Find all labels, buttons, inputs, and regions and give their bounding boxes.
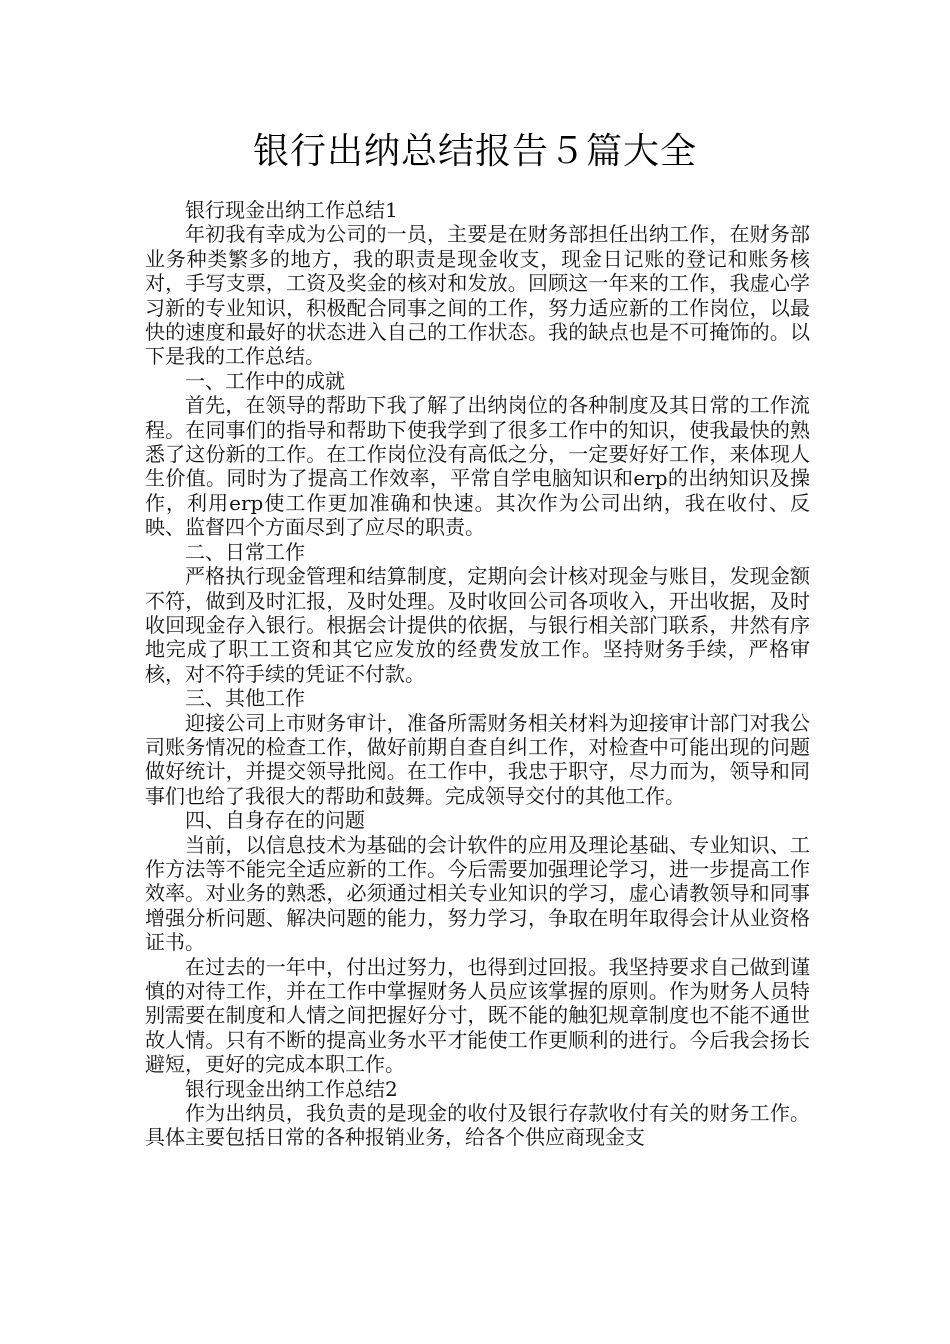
section-heading: 二、日常工作 <box>185 539 305 564</box>
section-heading: 一、工作中的成就 <box>185 368 345 393</box>
section-heading: 三、其他工作 <box>185 686 305 711</box>
paragraph: 作为出纳员，我负责的是现金的收付及银行存款收付有关的财务工作。具体主要包括日常的各种报销业务，给各个供应商现金支 <box>145 1101 810 1150</box>
paragraph: 在过去的一年中，付出过努力，也得到过回报。我坚持要求自己做到谨慎的对待工作，并在工作中掌握财务人员应该掌握的原则。作为财务人员特别需要在制度和人情之间把握好分寸，既不能的触犯规章制度也不能不通世故人情。只有不断的提高业务水平才能使工作更顺利的进行。今后我会扬长避短，更好的完成本职工作。 <box>145 954 810 1077</box>
document-title: 银行出纳总结报告５篇大全 <box>252 131 697 172</box>
section-heading: 银行现金出纳工作总结1 <box>185 198 398 222</box>
paragraph: 严格执行现金管理和结算制度，定期向会计核对现金与账目，发现金额不符，做到及时汇报，及时处理。及时收回公司各项收入，开出收据，及时收回现金存入银行。根据会计提供的依据，与银行相关部门联系，井然有序地完成了职工工资和其它应发放的经费发放工作。坚持财务手续，严格审核，对不符手续的凭证不付款。 <box>145 564 810 686</box>
paragraph: 年初我有幸成为公司的一员，主要是在财务部担任出纳工作，在财务部业务种类繁多的地方，我的职责是现金收支，现金日记账的登记和账务核对，手写支票，工资及奖金的核对和发放。回顾这一年来的工作，我虚心学习新的专业知识，积极配合同事之间的工作，努力适应新的工作岗位，以最快的速度和最好的状态进入自己的工作状态。我的缺点也是不可掩饰的。以下是我的工作总结。 <box>145 222 810 369</box>
section-heading: 银行现金出纳工作总结2 <box>185 1076 398 1101</box>
section-heading: 四、自身存在的问题 <box>185 808 365 833</box>
paragraph: 迎接公司上市财务审计，准备所需财务相关材料为迎接审计部门对我公司账务情况的检查工作，做好前期自查自纠工作，对检查中可能出现的问题做好统计，并提交领导批阅。在工作中，我忠于职守，尽力而为，领导和同事们也给了我很大的帮助和鼓舞。完成领导交付的其他工作。 <box>145 710 810 808</box>
paragraph: 首先，在领导的帮助下我了解了出纳岗位的各种制度及其日常的工作流程。在同事们的指导和帮助下使我学到了很多工作中的知识，使我最快的熟悉了这份新的工作。在工作岗位没有高低之分，一定要好好工作，来体现人生价值。同时为了提高工作效率，平常自学电脑知识和erp的出纳知识及操作，利用erp使工作更加准确和快速。其次作为公司出纳，我在收付、反映、监督四个方面尽到了应尽的职责。 <box>145 393 810 540</box>
document-body <box>145 198 810 1150</box>
paragraph: 当前，以信息技术为基础的会计软件的应用及理论基础、专业知识、工作方法等不能完全适应新的工作。今后需要加强理论学习，进一步提高工作效率。对业务的熟悉，必须通过相关专业知识的学习，虚心请教领导和同事增强分析问题、解决问题的能力，努力学习，争取在明年取得会计从业资格证书。 <box>145 832 810 955</box>
